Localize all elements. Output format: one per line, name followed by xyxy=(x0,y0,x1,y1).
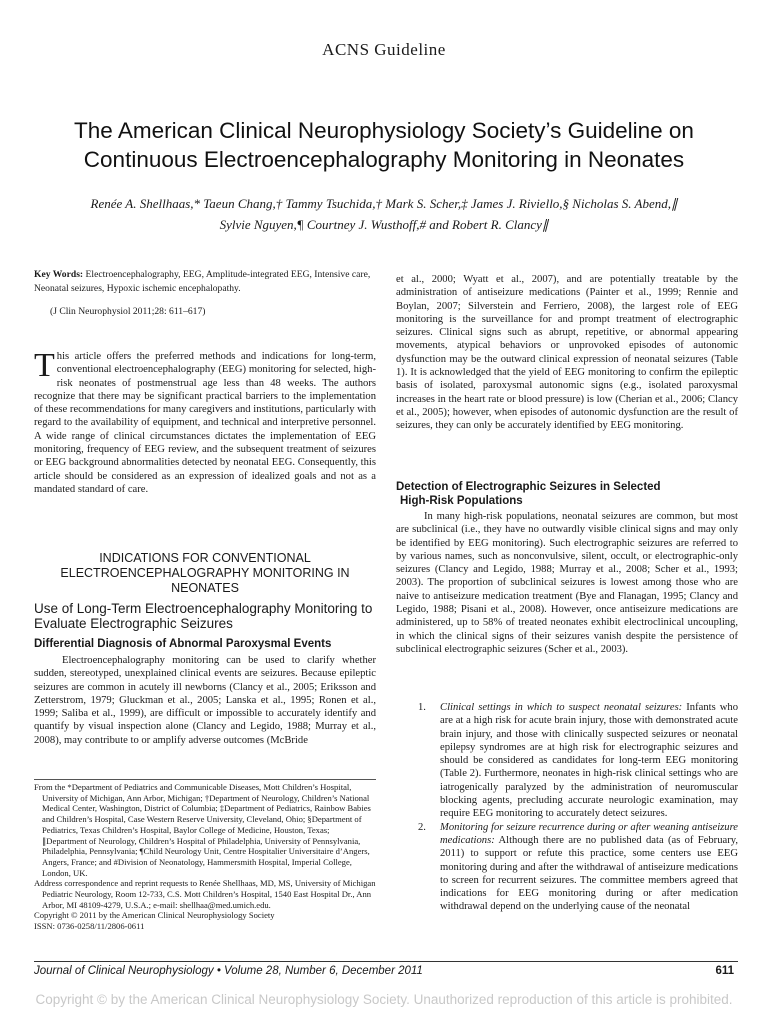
citation: (J Clin Neurophysiol 2011;28: 611–617) xyxy=(50,306,206,317)
abstract-text: his article offers the preferred methods and indications for long-term, conventional electroencephalography (EEG) monitoring for selected, high-risk neonates of postmenstrual age less than 48 weeks. The authors recognize that there may be significant practical barriers to the implementation of these recommendations for many caregivers and institutions, particularly with regard to the availability of equipment, and technical and interpretive personnel. A wide range of clinical circumstances dictates the implementation of EEG monitoring, frequency of EEG review, and the subsequent treatment of seizures or EEG background abnormalities detected by neonatal EEG. Consequently, this article should be considered as an expression of idealized goals and not as a mandated standard of care. xyxy=(34,351,376,495)
issn: ISSN: 0736-0258/11/2806-0611 xyxy=(34,921,145,932)
list-item-number: 1. xyxy=(418,702,426,713)
list-item-body xyxy=(440,821,738,914)
list-item xyxy=(418,701,738,821)
authors-line-1: Renée A. Shellhaas,* Taeun Chang,† Tammy Tsuchida,† Mark S. Scher,‡ James J. Riviello,§ Nicholas S. Abend,∥ xyxy=(90,196,678,211)
list-item-number: 2. xyxy=(418,821,426,833)
list-item-lead: Monitoring for seizure recurrence during or after weaning antiseizure medications: xyxy=(440,821,738,846)
keywords xyxy=(34,268,376,296)
abstract xyxy=(34,347,376,496)
list-item xyxy=(418,821,738,914)
title-line-1: The American Clinical Neurophysiology Society’s Guideline on xyxy=(74,118,694,143)
list-item-text: Infants who are at a high risk for acute brain injury, those with demonstrated acute brain injury, and those with clinically suspected seizures or neonatal epilepsy syndromes are at high risk for electrographic seizures and should be considered as candidates for long-term EEG monitoring (Table 2). Furthermore, neonates in high-risk clinical settings who are iatrogenically paralyzed by the administration of neuromuscular blocking agents, precluding accurate neurologic examination, may require EEG monitoring to accurately detect seizures. xyxy=(440,702,738,820)
authors-line-2: Sylvie Nguyen,¶ Courtney J. Wusthoff,# and Robert R. Clancy∥ xyxy=(219,217,549,232)
affiliations xyxy=(34,779,376,932)
correspondence: Address correspondence and reprint requests to Renée Shellhaas, MD, MS, University of Michigan Pediatric Neurology, Room 12-733, C.S. Mott Children’s Hospital, 1540 East Hospital Dr., Ann Arbor, MI 48109-4279, U.S.A.; e-mail: shellhaa@med.umich.edu. xyxy=(34,878,376,910)
right-column-continuation: et al., 2000; Wyatt et al., 2007), and are potentially treatable by the administration of antiseizure medications (Painter et al., 1999; Rennie and Boylan, 2007; Silverstein and Ferriero, 2008), the largest role of EEG monitoring is the surveillance for and prompt treatment of electrographic seizures. Clinical signs such as abrupt, repetitive, or abnormal appearing movements, atypical behaviors or unprovoked episodes of autonomic dysfunction may be the outward clinical expression of neonatal seizures (Table 1). It is acknowledged that the yield of EEG monitoring to confirm the epileptic basis of isolated, paroxysmal autonomic signs (e.g., isolated paroxysmal increases in the heart rate or blood pressure) is low (Cherian et al., 2006; Clancy et al., 2005); however, when episodes of autonomic dysfunction are the result of seizures, they can only be accurately identified by EEG monitoring. xyxy=(396,274,738,432)
copyright-watermark: Copyright © by the American Clinical Neurophysiology Society. Unauthorized reproduction of this article is prohibited. xyxy=(35,992,733,1007)
page-number: 611 xyxy=(715,965,734,977)
differential-diagnosis-heading: Differential Diagnosis of Abnormal Paroxysmal Events xyxy=(34,638,332,650)
numbered-list xyxy=(418,701,738,914)
title-line-2: Continuous Electroencephalography Monitoring in Neonates xyxy=(83,147,685,172)
long-term-eeg-subheading: Use of Long-Term Electroencephalography Monitoring to Evaluate Electrographic Seizures xyxy=(34,601,373,631)
detection-heading xyxy=(396,480,738,508)
affiliations-from: From the *Department of Pediatrics and Communicable Diseases, Mott Children’s Hospital, University of Michigan, Ann Arbor, Michigan; †Department of Neurology, Children’s National Medical Center, Washington, District of Columbia; ‡Department of Pediatrics, Rainbow Babies and Children’s Hospital, Case Western Reserve University, Cleveland, Ohio; §Department of Pediatrics, Texas Children’s Hospital, Baylor College of Medicine, Houston, Texas; ∥Department of Neurology, Children’s Hospital of Philadelphia, University of Pennsylvania, Philadelphia, Pennsylvania; ¶Child Neurology Unit, Centre Hospitalier Universitaire d’Angers, Angers, France; and #Division of Neonatology, Hammersmith Hospital, Imperial College, London, UK. xyxy=(34,782,371,878)
section-label: ACNS Guideline xyxy=(322,40,446,59)
detection-heading-line-1: Detection of Electrographic Seizures in Selected xyxy=(396,481,661,493)
list-item-lead: Clinical settings in which to suspect neonatal seizures: xyxy=(440,702,683,713)
journal-footer: Journal of Clinical Neurophysiology • Volume 28, Number 6, December 2011 xyxy=(34,965,423,977)
author-list xyxy=(30,193,738,235)
copyright-notice: Copyright © 2011 by the American Clinical Neurophysiology Society xyxy=(34,910,275,921)
footer-divider xyxy=(34,961,738,962)
list-item-text: Although there are no published data (as of February, 2011) to support or refute this practice, some centers use EEG monitoring during and after the withdrawal of antiseizure medications to screen for recurrent seizures. The committee members agreed that indications for EEG monitoring during or after medication withdrawal depend on the underlying cause of the neonatal xyxy=(440,834,738,913)
indications-heading: INDICATIONS FOR CONVENTIONAL ELECTROENCEPHALOGRAPHY MONITORING IN NEONATES xyxy=(60,551,350,595)
differential-diagnosis-text: Electroencephalography monitoring can be used to clarify whether sudden, stereotyped, unexplained clinical events are seizures. Because epileptic seizures are common in acutely ill newborns (Clancy et al., 2005; Eriksson and Zetterstrom, 1979; Gluckman et al., 2005; Lanska et al., 1995; Ronen et al., 1999; Saliba et al., 1999), are difficult or impossible to accurately identify and quantify by visual inspection alone (Clancy and Legido, 1988; Murray et al., 2008), may contribute to or amplify adverse outcomes (McBride xyxy=(34,655,376,746)
article-title xyxy=(30,116,738,174)
detection-text: In many high-risk populations, neonatal seizures are common, but most are subclinical (i.e., they have no outwardly visible clinical signs and may only be identified by EEG monitoring). Such electrographic seizures are referred to by various names, such as nonconvulsive, silent, occult, or electrographic-only seizures (Clancy and Legido, 1988; Murray et al., 2008; Scher et al., 1993; 2003). The proportion of subclinical seizures is lowest among those who are naive to antiseizure medication treatment (Bye and Flanagan, 1995; Clancy and Legido, 1988; Pisani et al., 2008). However, once antiseizure medications are administered, up to 58% of treated neonates exhibit electroclinical uncoupling, in which the clinical signs of their seizures vanish despite the persistence of subclinical electrographic seizures (Scher et al., 2003). xyxy=(396,511,738,655)
list-item-body xyxy=(440,701,738,821)
keywords-label: Key Words: xyxy=(34,269,84,280)
keywords-text: Electroencephalography, EEG, Amplitude-integrated EEG, Intensive care, Neonatal seizures, Hypoxic ischemic encephalopathy. xyxy=(34,269,371,294)
abstract-dropcap: T xyxy=(34,347,55,384)
detection-heading-line-2: High-Risk Populations xyxy=(400,495,523,507)
